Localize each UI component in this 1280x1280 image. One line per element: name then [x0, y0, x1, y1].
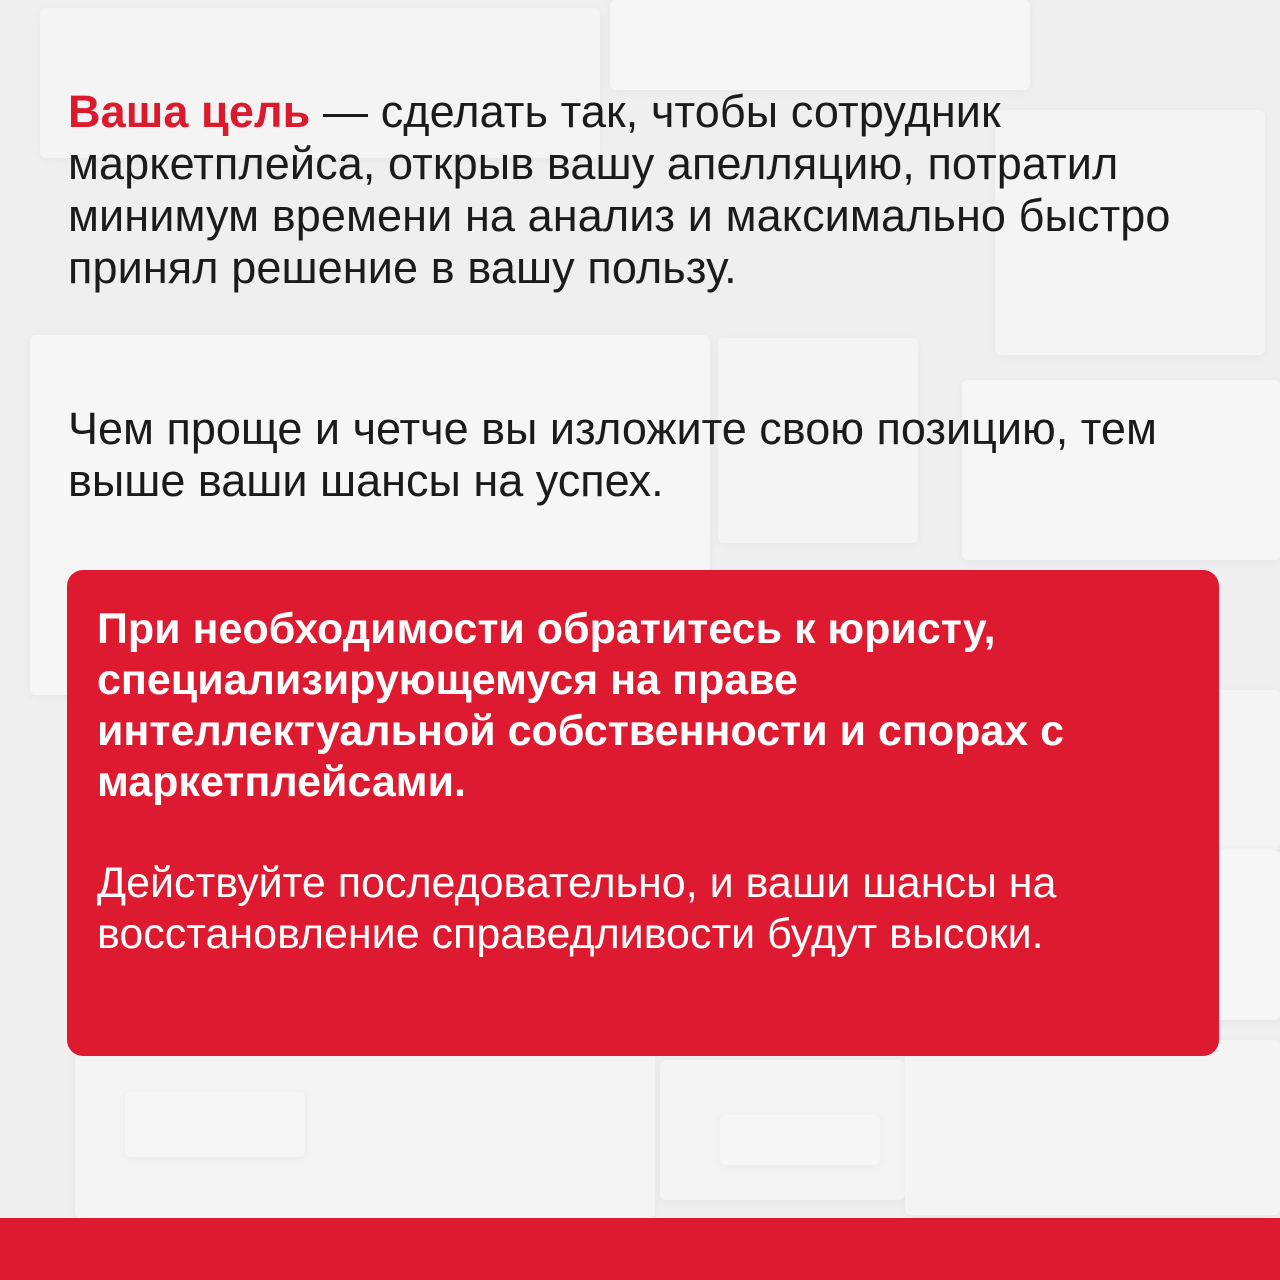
intro-highlight: Ваша цель: [68, 86, 311, 137]
bottom-accent-band: [0, 1218, 1280, 1280]
background-card: [905, 1040, 1280, 1215]
callout-note-text: Действуйте последовательно, и ваши шансы на восстановление справедливости будут высоки.: [97, 859, 1057, 958]
intro-paragraph: [68, 86, 1218, 294]
callout-strong-text: При необходимости обратитесь к юристу, специализирующемуся на праве интеллектуальной собственности и спорах с маркетплейсами.: [97, 605, 1065, 806]
background-card: [610, 0, 1030, 90]
secondary-paragraph: Чем проще и четче вы изложите свою позицию, тем выше ваши шансы на успех.: [68, 403, 1157, 506]
callout-box: [67, 570, 1219, 1056]
intro-text: — сделать так, чтобы сотрудник маркетплейса, открыв вашу апелляцию, потратил минимум времени на анализ и максимально быстро принял решение в вашу пользу.: [68, 86, 1171, 293]
background-card: [125, 1092, 305, 1157]
background-card: [720, 1115, 880, 1165]
